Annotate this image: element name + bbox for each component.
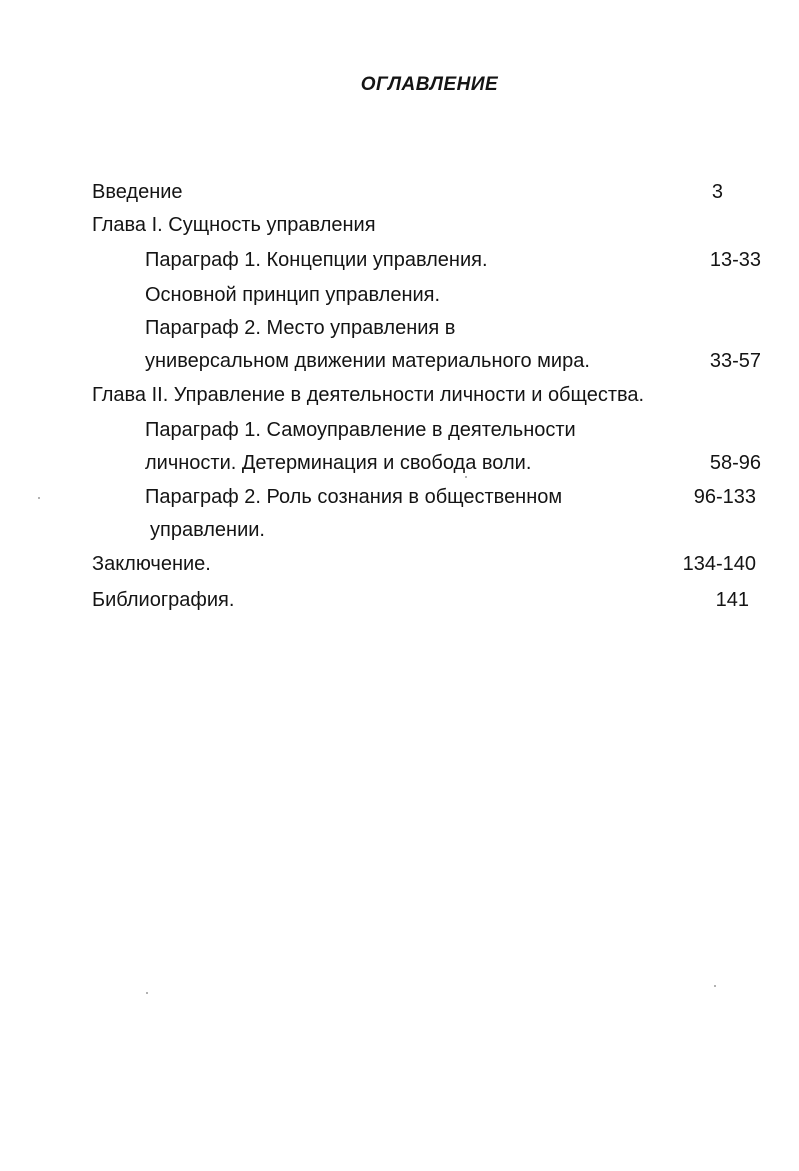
toc-entry-ch2-para1-cont: личности. Детерминация и свобода воли. — [145, 452, 532, 474]
toc-entry-bibliography: Библиография. — [92, 589, 235, 611]
toc-entry-intro: Введение — [92, 181, 183, 203]
toc-entry-ch1-para1: Параграф 1. Концепции управления. — [145, 249, 488, 271]
toc-entry-ch1-para2-cont: универсальном движении материального мира. — [145, 350, 590, 372]
toc-entry-chapter-2: Глава II. Управление в деятельности личности и общества. — [92, 384, 645, 406]
toc-page-bibliography: 141 — [715, 589, 749, 611]
toc-page-ch1-para1: 13-33 — [709, 249, 761, 271]
toc-page-ch2-para2: 96-133 — [693, 486, 756, 508]
toc-entry-chapter-1: Глава I. Сущность управления — [92, 214, 376, 236]
scan-speck — [465, 476, 467, 478]
page-title: ОГЛАВЛЕНИЕ — [360, 74, 499, 95]
toc-entry-ch1-para2: Параграф 2. Место управления в — [145, 317, 456, 339]
scan-speck — [38, 497, 40, 499]
scan-speck — [714, 985, 716, 987]
toc-entry-ch2-para1: Параграф 1. Самоуправление в деятельности — [145, 419, 576, 441]
toc-entry-conclusion: Заключение. — [92, 553, 211, 575]
toc-entry-ch2-para2: Параграф 2. Роль сознания в общественном — [145, 486, 563, 508]
scan-speck — [146, 992, 148, 994]
toc-page-conclusion: 134-140 — [682, 553, 756, 575]
toc-page-intro: 3 — [711, 181, 723, 203]
toc-entry-ch2-para2-cont: управлении. — [150, 519, 265, 541]
toc-page-ch2-para1: 58-96 — [709, 452, 761, 474]
toc-page-ch1-para2: 33-57 — [709, 350, 761, 372]
toc-entry-ch1-para1-cont: Основной принцип управления. — [145, 284, 441, 306]
